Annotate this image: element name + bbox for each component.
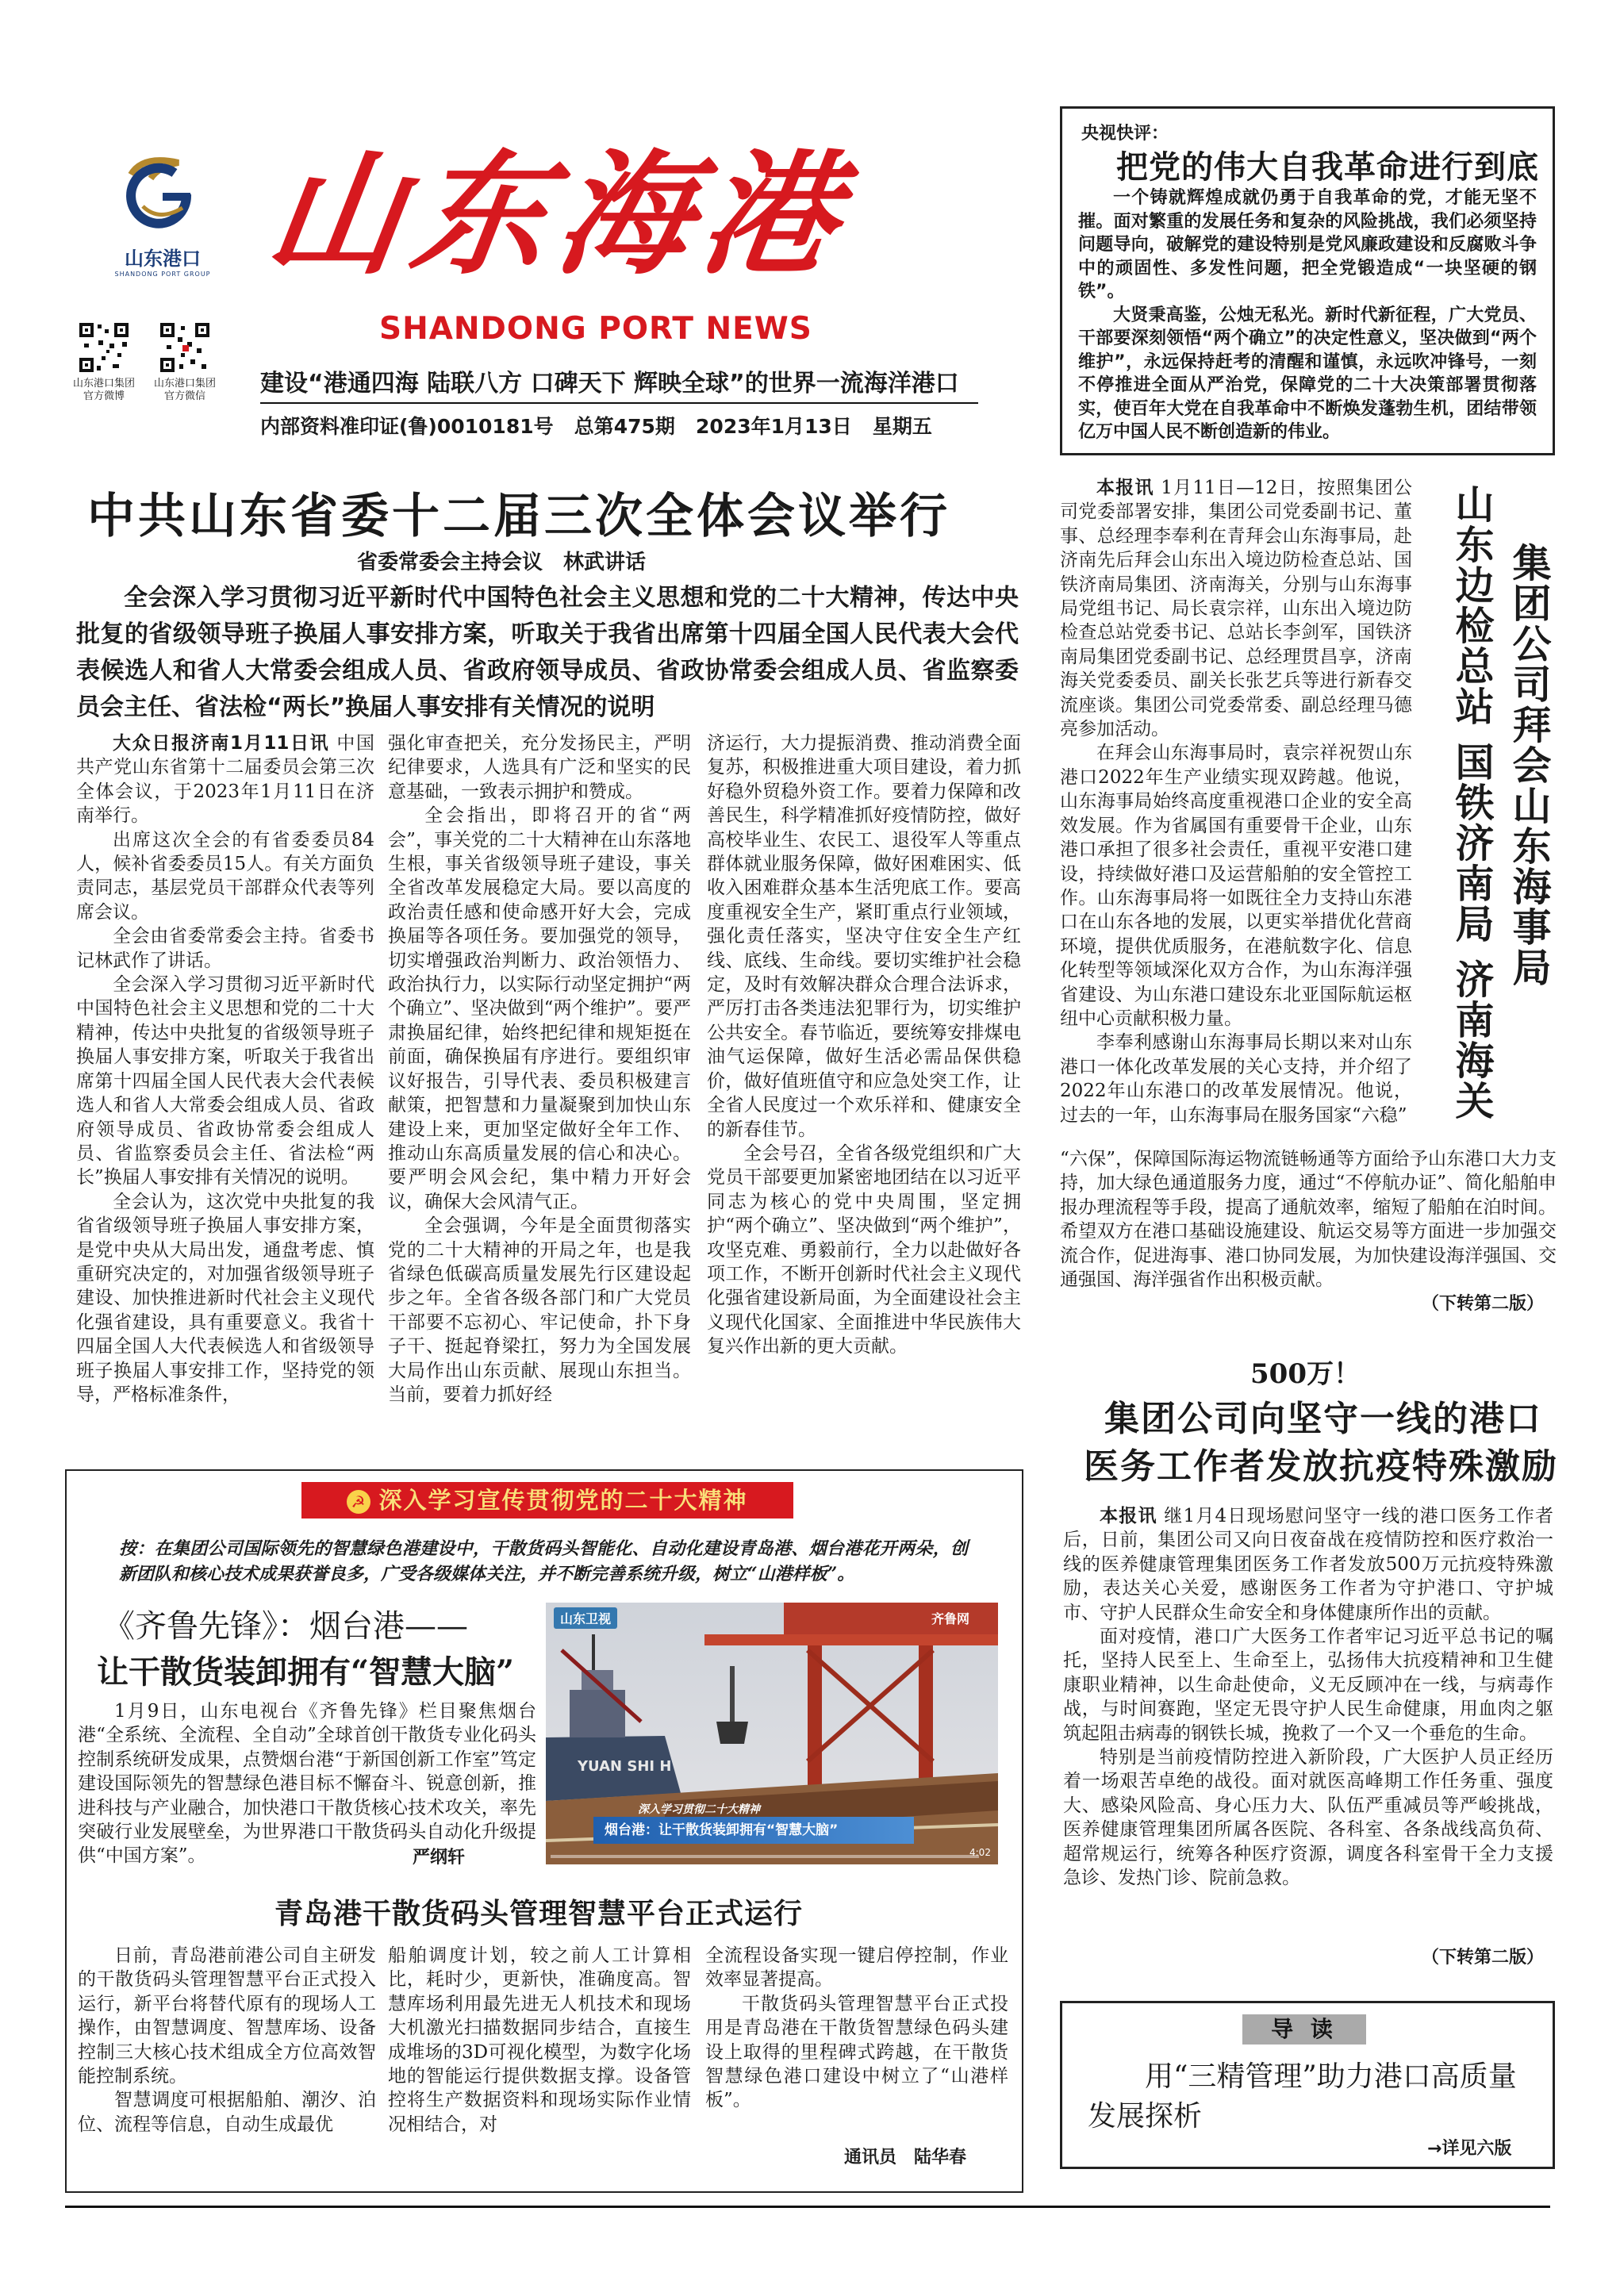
- feature-byline-2: 通讯员 陆华春: [844, 2148, 967, 2167]
- slogan: 建设“港通四海 陆联八方 口碑天下 辉映全球”的世界一流海洋港口: [260, 370, 959, 397]
- guide-label: 导 读: [1242, 2014, 1366, 2045]
- lead-paragraph: 出席这次全会的有省委委员84人，候补省委委员15人。有关方面负责同志，基层党员干部群众代表等列席会议。: [76, 829, 374, 923]
- lead-paragraph: 全会由省委常委会主持。省委书记林武作了讲话。: [76, 926, 374, 971]
- lead-column-1: [76, 731, 374, 1407]
- medical-body: [1063, 1504, 1553, 1891]
- issue-meta: 内部资料准印证(鲁)0010181号 总第475期 2023年1月13日 星期五: [260, 415, 932, 438]
- lead-subtitle: 省委常委会主持会议 林武讲话: [357, 551, 647, 574]
- page-bottom-rule: [65, 2206, 1550, 2208]
- feature-banner-text: 深入学习宣传贯彻党的二十大精神: [378, 1487, 748, 1514]
- video-caption-text: 烟台港：让干散货装卸拥有“智慧大脑”: [605, 1822, 839, 1838]
- newspaper-title-en: SHANDONG PORT NEWS: [379, 311, 812, 347]
- feature-paragraph: 干散货码头管理智慧平台正式投用是青岛港在干散货智慧绿色码头建设上取得的里程碑式跨越，在干散货智慧绿色港口建设中树立了“山港样板”。: [705, 1993, 1008, 2111]
- feature-note: [119, 1536, 968, 1587]
- lead-paragraph: 全会指出，即将召开的省“两会”，事关党的二十大精神在山东落地生根，事关省级领导班子建设，事关全省改革发展稳定大局。要以高度的政治责任感和使命感开好大会，完成换届等各项任务。要加强党的领导，切实增强政治判断力、政治领悟力、政治执行力，以实际行动坚定拥护“两个确立”、坚决做到“两个维护”。要严肃换届纪律，始终把纪律和规矩挺在前面，确保换届有序进行。要组织审议好报告，引导代表、委员积极建言献策，把智慧和力量凝聚到加快山东建设上来，更加坚定做好全年工作、推动山东高质量发展的信心和决心。要严明会风会纪，集中精力开好会议，确保大会风清气正。: [388, 805, 691, 1212]
- qr-code-icon: [159, 321, 211, 374]
- feature-body-1: [78, 1699, 536, 1868]
- lead-paragraph: 强化审查把关，充分发扬民主，严明纪律要求，人选具有广泛和坚实的民意基础，一致表示拥护和赞成。: [388, 733, 691, 802]
- qr-wechat[interactable]: [159, 321, 211, 374]
- feature-paragraph: 智慧调度可根据船舶、潮汐、泊位、流程等信息，自动生成最优: [78, 2090, 376, 2135]
- lead-paragraph: 全会深入学习贯彻习近平新时代中国特色社会主义思想和党的二十大精神，传达中央批复的省级领导班子换届人事安排方案，听取关于我省出席第十四届全国人民代表大会代表候选人和省人大常委会组成人员、省政府领导成员、省政协常委会组成人员、省监察委员会主任、省法检“两长”换届人事安排有关情况的说明。: [76, 974, 374, 1188]
- lead-paragraph-text: 中国共产党山东省第十二届委员会第三次全体会议，于2023年1月11日在济南举行。: [76, 733, 375, 827]
- medical-continued: （下转第二版）: [1422, 1948, 1545, 1968]
- visit-body-top: [1060, 476, 1412, 1127]
- editorial-kicker: 央视快评：: [1081, 124, 1169, 144]
- guide-page-ref[interactable]: →详见六版: [1427, 2139, 1512, 2159]
- qr-code-icon: [78, 321, 130, 374]
- lead-paragraph: 大众日报济南1月11日讯 中国共产党山东省第十二届委员会第三次全体会议，于2023年1月11日在济南举行。: [76, 733, 375, 827]
- feature-note-kicker: 按：: [119, 1538, 155, 1559]
- feature-title-1b: 让干散货装卸拥有“智慧大脑”: [97, 1653, 515, 1691]
- visit-continued: （下转第二版）: [1422, 1294, 1545, 1314]
- feature-paragraph: 船舶调度计划，较之前人工计算相比，耗时少，更新快，准确度高。智慧库场利用最先进无人机技术和现场大机激光扫描数据同步结合，直接生成堆场的3D可视化模型，为数字化场地的智能运行提供数据支撑。设备管控将生产数据资料和现场实际作业情况相结合，对: [388, 1945, 691, 2135]
- feature-body-2-col-2: [388, 1944, 691, 2137]
- feature-byline-1: 严纲轩: [413, 1848, 466, 1868]
- feature-paragraph: 日前，青岛港前港公司自主研发的干散货码头管理智慧平台正式投入运行，新平台将替代原有的现场人工操作，由智慧调度、智慧库场、设备控制三大核心技术组成全方位高效智能控制系统。: [78, 1945, 376, 2087]
- party-emblem-icon: ☭: [347, 1490, 370, 1514]
- feature-note-text: 在集团公司国际领先的智慧绿色港建设中，干散货码头智能化、自动化建设青岛港、烟台港花开两朵，创新团队和核心技术成果获誉良多，广受各级媒体关注，并不断完善系统升级，树立“山港样板”。: [119, 1538, 968, 1584]
- qr-label-weibo: 山东港口集团官方微博: [73, 378, 136, 402]
- editorial-box: [1060, 106, 1555, 455]
- medical-kicker: 500万！: [1250, 1358, 1361, 1390]
- feature-title-2: 青岛港干散货码头管理智慧平台正式运行: [274, 1897, 804, 1930]
- medical-headline-2: 医务工作者发放抗疫特殊激励: [1084, 1446, 1558, 1487]
- editorial-body: [1078, 186, 1537, 444]
- medical-paragraph: 面对疫情，港口广大医务工作者牢记习近平总书记的嘱托，坚持人民至上、生命至上，弘扬伟大抗疫精神和卫生健康职业精神，以生命赴使命，义无反顾冲在一线，与病毒作战，与时间赛跑，坚定无畏守护人民生命健康，用血肉之躯筑起阻击病毒的钢铁长城，挽救了一个又一个垂危的生命。: [1063, 1626, 1553, 1744]
- editorial-paragraph: 一个铸就辉煌成就仍勇于自我革命的党，才能无坚不摧。面对繁重的发展任务和复杂的风险挑战，我们必须坚持问题导向，破解党的建设特别是党风廉政建设和反腐败斗争中的顽固性、多发性问题，把全党锻造成“一块坚硬的钢铁”。: [1078, 188, 1537, 301]
- visit-title-vertical-1: 集团公司拜会山东海事局: [1507, 543, 1553, 988]
- medical-paragraph: 本报讯 继1月4日现场慰问坚守一线的港口医务工作者后，日前，集团公司又向日夜奋战在疫情防控和医疗救治一线的医养健康管理集团医务工作者发放500万元抗疫特殊激励，表达关心关爱，感谢医务工作者为守护港口、守护城市、守护人民群众生命安全和身体健康所作出的贡献。: [1063, 1506, 1554, 1623]
- feature-title-1a: 《齐鲁先锋》：烟台港——: [103, 1608, 468, 1645]
- video-still[interactable]: [546, 1603, 998, 1864]
- medical-headline-1: 集团公司向坚守一线的港口: [1104, 1399, 1542, 1439]
- video-duration: 4:02: [969, 1847, 991, 1858]
- medical-paragraph: 特别是当前疫情防控进入新阶段，广大医护人员正经历着一场艰苦卓绝的战役。面对就医高峰期工作任务重、强度大、感染风险高、身心压力大、队伍严重减员等严峻挑战，医养健康管理集团所属各医院、各科室、各条战线高负荷、超常规运行，统筹各种医疗资源，调度各科室骨干全力支援急诊、发热门诊、院前急救。: [1063, 1747, 1553, 1889]
- tv-site-logo: 齐鲁网: [931, 1611, 970, 1626]
- editorial-title: 把党的伟大自我革命进行到底: [1116, 148, 1539, 186]
- video-caption: [593, 1817, 914, 1844]
- tv-channel-text: 山东卫视: [560, 1611, 612, 1626]
- logo-subtext: SHANDONG PORT GROUP: [114, 271, 211, 278]
- visit-paragraph: “六保”，保障国际海运物流链畅通等方面给予山东港口大力支持，加大绿色通道服务力度，通过“不停航办证”、简化船舶申报办理流程等手段，提高了通航效率，缩短了船舶在泊时间。希望双方在港口基础设施建设、航运交易等方面进一步加强交流合作，促进海事、港口协同发展，为加快建设海洋强国、交通强国、海洋强省作出积极贡献。: [1060, 1149, 1557, 1291]
- qr-weibo[interactable]: [78, 321, 130, 374]
- feature-paragraph: 全流程设备实现一键启停控制，作业效率显著提高。: [705, 1945, 1008, 1991]
- logo-text: 山东港口: [125, 248, 201, 270]
- feature-body-2-col-1: [78, 1944, 376, 2137]
- lead-paragraph: 全会号召，全省各级党组织和广大党员干部要更加紧密地团结在以习近平同志为核心的党中央周围，坚定拥护“两个确立”、坚决做到“两个维护”，攻坚克难、勇毅前行，全力以赴做好各项工作，不断开创新时代社会主义现代化强省建设新局面，为全面建设社会主义现代化国家、全面推进中华民族伟大复兴作出新的更大贡献。: [707, 1142, 1021, 1357]
- lead-summary: 全会深入学习贯彻习近平新时代中国特色社会主义思想和党的二十大精神，传达中央批复的省级领导班子换届人事安排方案，听取关于我省出席第十四届全国人民代表大会代表候选人和省人大常委会组成人员、省政府领导成员、省政协常委会组成人员、省监察委员会主任、省法检“两长”换届人事安排有关情况的说明: [76, 584, 1019, 721]
- group-logo: [111, 151, 214, 278]
- feature-body-2-col-3: [705, 1944, 1008, 2113]
- visit-title-vertical-2: 山东边检总站 国铁济南局 济南海关: [1449, 484, 1495, 1122]
- editorial-paragraph: 大贤秉高鉴，公烛无私光。新时代新征程，广大党员、干部要深刻领悟“两个确立”的决定性意义，坚决做到“两个维护”，永远保持赶考的清醒和谨慎，永远吹冲锋号，一刻不停推进全面从严治党，保障党的二十大决策部署贯彻落实，使百年大党在自我革命中不断焕发蓬勃生机，团结带领亿万中国人民不断创造新的伟业。: [1078, 305, 1537, 442]
- guide-box: [1060, 2001, 1555, 2169]
- feature-banner: [301, 1482, 793, 1519]
- feature-paragraph: 1月9日，山东电视台《齐鲁先锋》栏目聚焦烟台港“全系统、全流程、全自动”全球首创干散货专业化码头控制系统研发成果，点赞烟台港“于新国创新工作室”笃定建设国际领先的智慧绿色港目标不懈奋斗、锐意创新，推进科技与产业融合，加快港口干散货核心技术攻关，率先突破行业发展壁垒，为世界港口干散货码头自动化升级提供“中国方案”。: [78, 1701, 536, 1867]
- visit-body-bottom: [1060, 1147, 1557, 1292]
- visit-paragraph: 在拜会山东海事局时，袁宗祥祝贺山东港口2022年生产业绩实现双跨越。他说，山东海事局始终高度重视港口企业的安全高效发展。作为省属国有重要骨干企业，山东港口承担了很多社会责任，重视平安港口建设，持续做好港口及运营船舶的安全管控工作。山东海事局将一如既往全力支持山东港口在山东各地的发展，以更实举措优化营商环境，提供优质服务，在港航数字化、信息化转型等领域深化双方合作，为山东海洋强省建设、为山东港口建设东北亚国际航运枢纽中心贡献积极力量。: [1060, 743, 1412, 1029]
- lead-column-3: [707, 731, 1021, 1359]
- visit-paragraph: 李奉利感谢山东海事局长期以来对山东港口一体化改革发展的关心支持，并介绍了2022年山东港口的改革发展情况。他说，过去的一年，山东海事局在服务国家“六稳”: [1060, 1032, 1412, 1126]
- qr-label-wechat: 山东港口集团官方微信: [154, 378, 217, 402]
- video-caption-banner: 深入学习贯彻二十大精神: [638, 1803, 760, 1816]
- lead-column-2: [388, 731, 691, 1407]
- lead-paragraph: 全会认为，这次党中央批复的我省省级领导班子换届人事安排方案，是党中央从大局出发，通盘考虑、慎重研究决定的，对加强省级领导班子建设、加快推进新时代社会主义现代化强省建设，具有重要意义。我省十四届全国人大代表候选人和省级领导班子换届人事安排工作，坚持党的领导，严格标准条件，: [76, 1191, 374, 1405]
- lead-headline: 中共山东省委十二届三次全体会议举行: [87, 489, 950, 544]
- ship-name: YUAN SHI H: [578, 1758, 672, 1775]
- lead-paragraph: 济运行，大力提振消费、推动消费全面复苏，积极推进重大项目建设，着力抓好稳外贸稳外资工作。要着力保障和改善民生，科学精准抓好疫情防控，做好高校毕业生、农民工、退役军人等重点群体就业服务保障，做好困难困实、低收入困难群众基本生活兜底工作。要高度重视安全生产，紧盯重点行业领域，强化责任落实，坚决守住安全生产红线、底线、生命线。要切实维护社会稳定，及时有效解决群众合理合法诉求，严厉打击各类违法犯罪行为，切实维护公共安全。春节临近，要统筹安排煤电油气运保障，做好生活必需品保供稳价，做好值班值守和应急处突工作，让全省人民度过一个欢乐祥和、健康安全的新春佳节。: [707, 733, 1021, 1140]
- logo-mark-icon: [111, 151, 214, 238]
- tv-channel-logo: [554, 1607, 617, 1629]
- medical-paragraph-text: 继1月4日现场慰问坚守一线的港口医务工作者后，日前，集团公司又向日夜奋战在疫情防控和医疗救治一线的医养健康管理集团医务工作者发放500万元抗疫特殊激励，表达关心关爱，感谢医务工作者为守护港口、守护城市、守护人民群众生命安全和身体健康所作出的贡献。: [1063, 1506, 1554, 1623]
- masthead-divider: [260, 402, 978, 404]
- lead-paragraph: 全会强调，今年是全面贯彻落实党的二十大精神的开局之年，也是我省绿色低碳高质量发展先行区建设起步之年。全省各级各部门和广大党员干部要不忘初心、牢记使命，扑下身子干、挺起脊梁扛，努力为全国发展大局作出山东贡献、展现山东担当。当前，要着力抓好经: [388, 1215, 691, 1405]
- visit-paragraph: 本报讯 1月11日—12日，按照集团公司党委部署安排，集团公司党委副书记、董事、总经理李奉利在青拜会山东海事局，赴济南先后拜会山东出入境边防检查总站、国铁济南局集团、济南海关，分别与山东海事局党组书记、局长袁宗祥，山东出入境边防检查总站党委书记、总站长李剑军，国铁济南局集团党委副书记、总经理贯昌享，济南海关党委委员、副关长张艺兵等进行新春交流座谈。集团公司党委常委、副总经理马德亮参加活动。: [1060, 478, 1412, 740]
- newspaper-title: 山东海港: [259, 136, 858, 293]
- video-progress-track[interactable]: [551, 1855, 979, 1858]
- feature-box: [65, 1469, 1023, 2193]
- guide-text[interactable]: 用“三精管理”助力港口高质量发展探析: [1088, 2060, 1517, 2133]
- visit-paragraph-text: 1月11日—12日，按照集团公司党委部署安排，集团公司党委副书记、董事、总经理李奉利在青拜会山东海事局，赴济南先后拜会山东出入境边防检查总站、国铁济南局集团、济南海关，分别与山东海事局党组书记、局长袁宗祥，山东出入境边防检查总站党委书记、总站长李剑军，国铁济南局集团党委副书记、总经理贯昌享，济南海关党委委员、副关长张艺兵等进行新春交流座谈。集团公司党委常委、副总经理马德亮参加活动。: [1060, 478, 1412, 740]
